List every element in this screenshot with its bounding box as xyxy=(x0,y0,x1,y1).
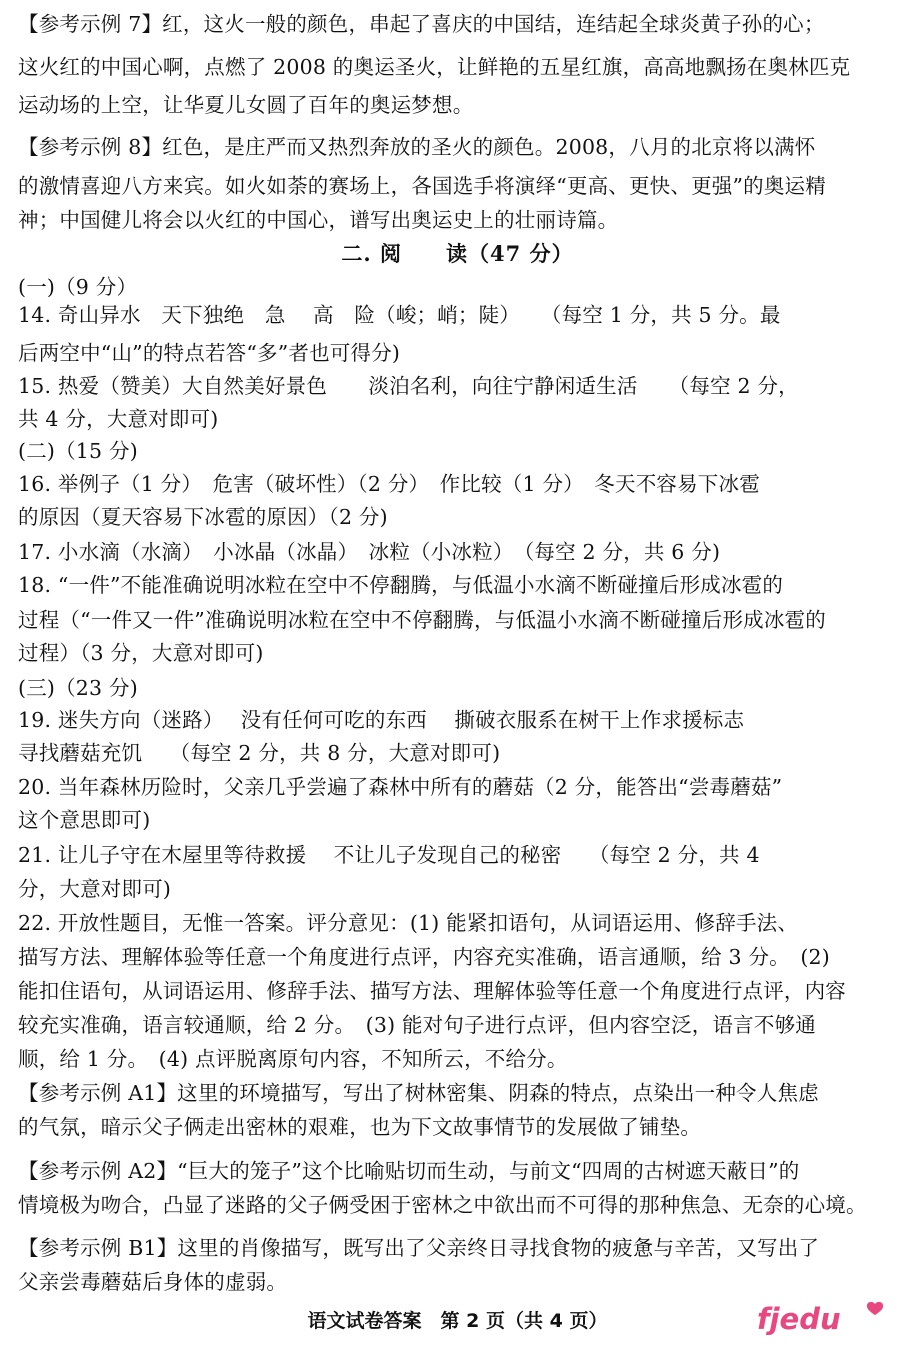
text-line: 描写方法、理解体验等任意一个角度进行点评，内容充实准确，语言通顺，给 3 分。 (2) xyxy=(18,945,830,969)
text-line: (二)（15 分) xyxy=(18,439,138,463)
text-line: 14. 奇山异水 天下独绝 急 高 险（峻；峭；陡） （每空 1 分，共 5 分。最 xyxy=(18,303,781,327)
fjedu-watermark-logo xyxy=(755,1298,905,1338)
text-line: 【参考示例 B1】这里的肖像描写，既写出了父亲终日寻找食物的疲惫与辛苦，又写出了 xyxy=(18,1236,820,1260)
page-footer: 语文试卷答案 第 2 页（共 4 页） xyxy=(307,1310,608,1332)
text-line: 过程（“一件又一件”准确说明冰粒在空中不停翻腾，与低温小水滴不断碰撞后形成冰雹的 xyxy=(18,608,826,632)
text-line: 过程）（3 分，大意对即可) xyxy=(18,641,264,665)
text-line: 【参考示例 A1】这里的环境描写，写出了树林密集、阴森的特点，点染出一种令人焦虑 xyxy=(18,1081,819,1105)
text-line: 运动场的上空，让华夏儿女圆了百年的奥运梦想。 xyxy=(18,93,474,117)
text-line: 的原因（夏天容易下冰雹的原因）（2 分) xyxy=(18,505,388,529)
text-line: 分，大意对即可) xyxy=(18,877,172,901)
text-line: 能扣住语句，从词语运用、修辞手法、描写方法、理解体验等任意一个角度进行点评，内容 xyxy=(18,979,846,1003)
section-heading: 二. 阅 读（47 分） xyxy=(341,241,574,266)
text-line: 神；中国健儿将会以火红的中国心，谱写出奥运史上的壮丽诗篇。 xyxy=(18,208,619,232)
text-line: (三)（23 分) xyxy=(18,676,138,700)
text-line: 16. 举例子（1 分） 危害（破坏性）（2 分） 作比较（1 分） 冬天不容易下冰雹 xyxy=(18,472,760,496)
text-line: (一)（9 分） xyxy=(18,275,138,299)
text-line: 17. 小水滴（水滴） 小冰晶（冰晶） 冰粒（小冰粒） （每空 2 分，共 6 分) xyxy=(18,540,721,564)
text-line: 的气氛，暗示父子俩走出密林的艰难，也为下文故事情节的发展做了铺垫。 xyxy=(18,1115,702,1139)
text-line: 【参考示例 8】红色，是庄严而又热烈奔放的圣火的颜色。2008，八月的北京将以满怀 xyxy=(18,135,816,159)
text-line: 【参考示例 A2】“巨大的笼子”这个比喻贴切而生动，与前文“四周的古树遮天蔽日”的 xyxy=(18,1159,800,1183)
text-line: 18. “一件”不能准确说明冰粒在空中不停翻腾，与低温小水滴不断碰撞后形成冰雹的 xyxy=(18,573,784,597)
text-line: 20. 当年森林历险时，父亲几乎尝遍了森林中所有的蘑菇（2 分，能答出“尝毒蘑菇” xyxy=(18,775,783,799)
text-line: 的激情喜迎八方来宾。如火如荼的赛场上，各国选手将演绎“更高、更快、更强”的奥运精 xyxy=(18,174,826,198)
text-line: 顺，给 1 分。 (4) 点评脱离原句内容，不知所云，不给分。 xyxy=(18,1047,568,1071)
text-line: 15. 热爱（赞美）大自然美好景色 淡泊名利，向往宁静闲适生活 （每空 2 分， xyxy=(18,374,799,398)
svg-text:fjedu: fjedu xyxy=(757,1302,841,1336)
text-line: 寻找蘑菇充饥 （每空 2 分，共 8 分，大意对即可) xyxy=(18,741,501,765)
text-line: 这个意思即可) xyxy=(18,808,151,832)
text-line: 后两空中“山”的特点若答“多”者也可得分) xyxy=(18,341,401,365)
text-line: 共 4 分，大意对即可) xyxy=(18,407,219,431)
text-line: 19. 迷失方向（迷路） 没有任何可吃的东西 撕破衣服系在树干上作求援标志 xyxy=(18,708,745,732)
text-line: 【参考示例 7】红，这火一般的颜色，串起了喜庆的中国结，连结起全球炎黄子孙的心； xyxy=(18,12,825,36)
text-line: 这火红的中国心啊，点燃了 2008 的奥运圣火，让鲜艳的五星红旗，高高地飘扬在奥林匹克 xyxy=(18,55,851,79)
text-line: 较充实准确，语言较通顺，给 2 分。 (3) 能对句子进行点评，但内容空泛，语言不够通 xyxy=(18,1013,816,1037)
text-line: 父亲尝毒蘑菇后身体的虚弱。 xyxy=(18,1270,288,1294)
text-line: 情境极为吻合，凸显了迷路的父子俩受困于密林之中欲出而不可得的那种焦急、无奈的心境。 xyxy=(18,1193,867,1217)
text-line: 22. 开放性题目，无惟一答案。评分意见：(1) 能紧扣语句，从词语运用、修辞手法、 xyxy=(18,911,799,935)
text-line: 21. 让儿子守在木屋里等待救援 不让儿子发现自己的秘密 （每空 2 分，共 4 xyxy=(18,843,760,867)
